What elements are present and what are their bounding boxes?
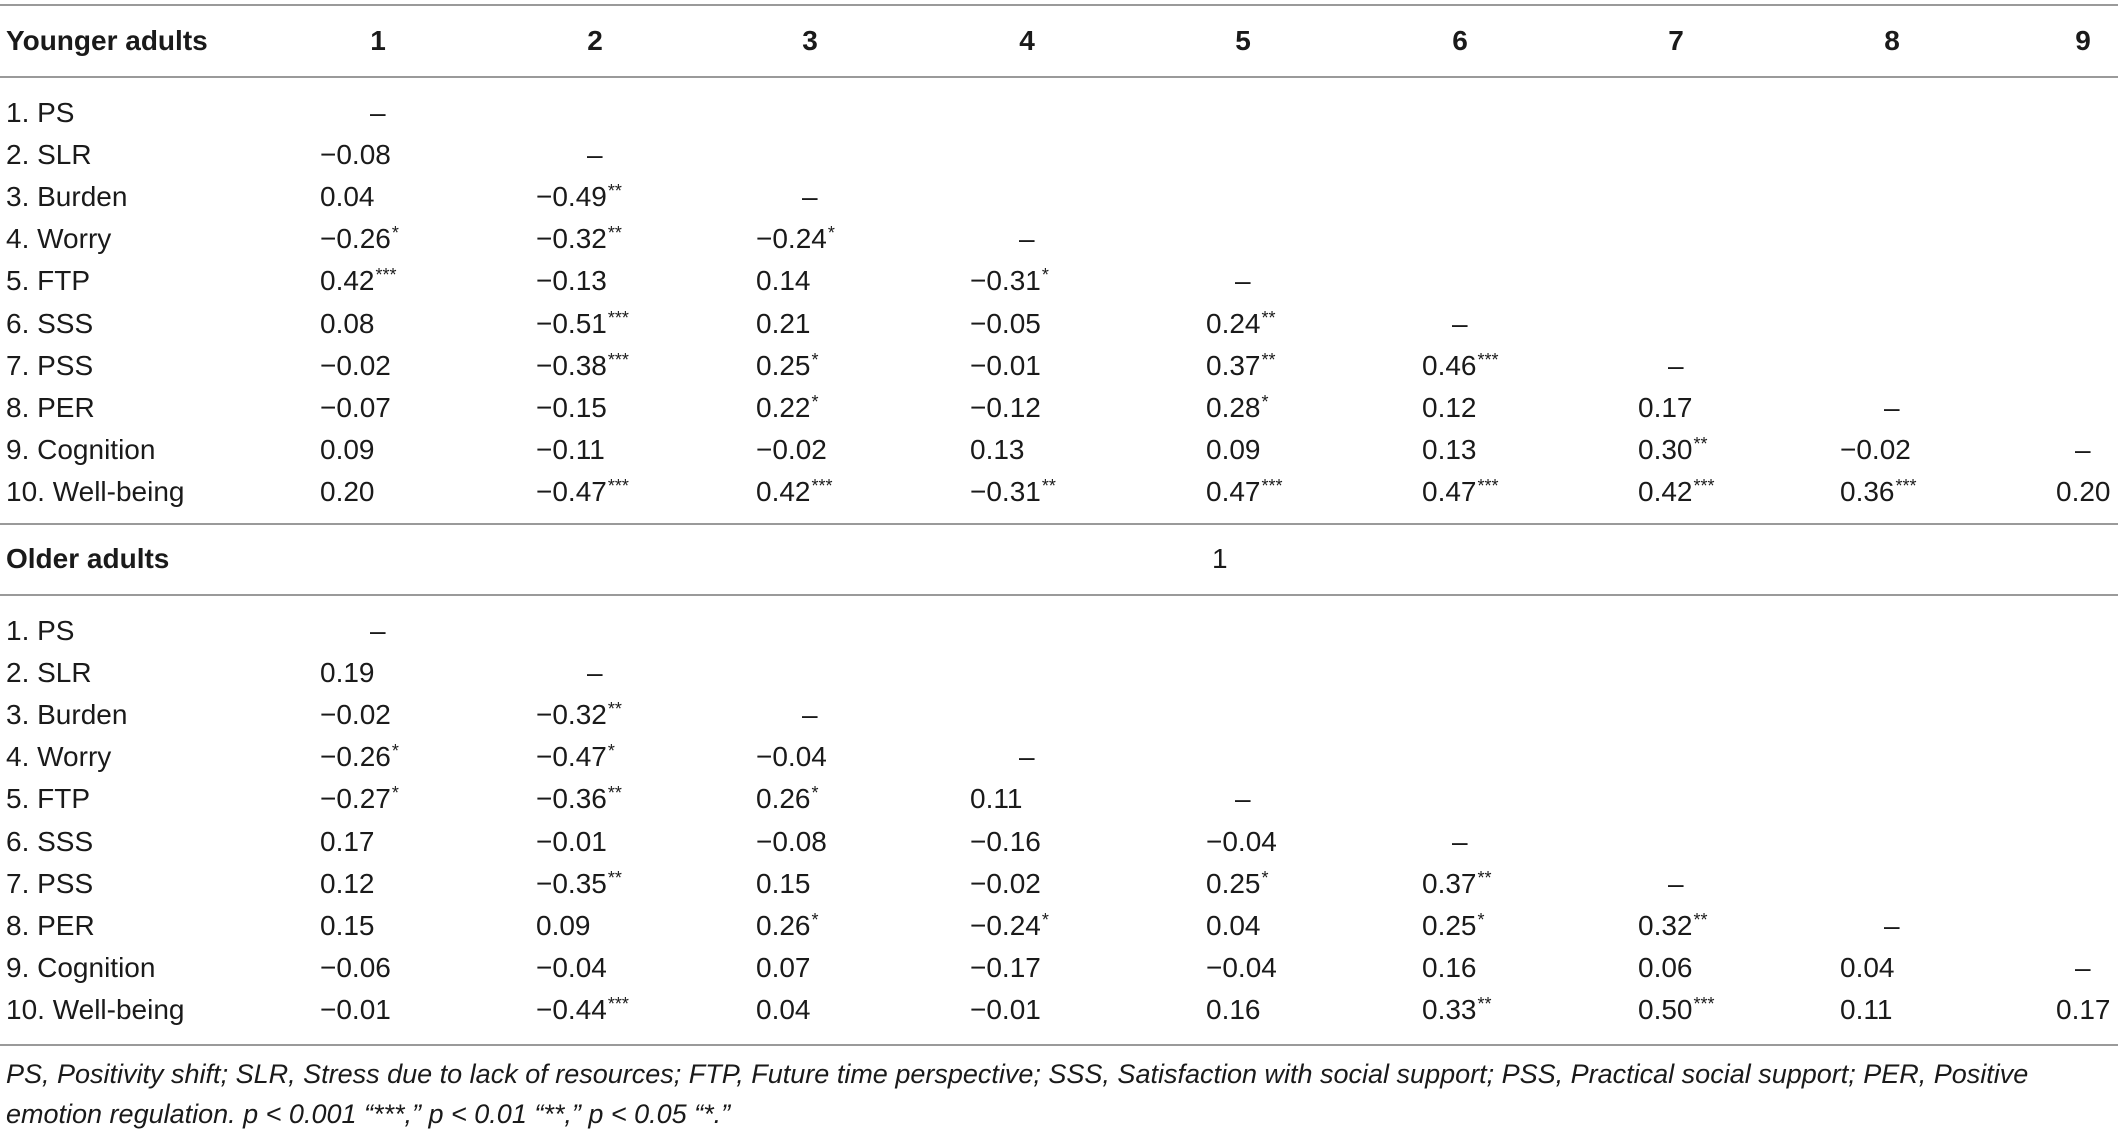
table-cell bbox=[1884, 387, 1900, 429]
cell-value: −0.47 bbox=[536, 475, 607, 507]
table-cell bbox=[1840, 989, 1892, 1031]
cell-value: 0.47 bbox=[1422, 475, 1477, 507]
table-cell bbox=[756, 303, 811, 345]
table-footnote: PS, Positivity shift; SLR, Stress due to lack of resources; FTP, Future time perspective; SSS, Satisfaction with social support; PSS, Practical social support; PER, Positive emotion regulation. p < 0.001 “***,” p < 0.01 “**,” p < 0.05 “*.” bbox=[6, 1059, 2029, 1129]
significance-marker: ** bbox=[607, 223, 622, 244]
row-label: 10. Well-being bbox=[6, 475, 185, 507]
table-cell bbox=[970, 429, 1025, 471]
cell-value: −0.36 bbox=[536, 783, 607, 815]
cell-value: – bbox=[1884, 391, 1900, 423]
section-extra-label: 1 bbox=[1212, 543, 1228, 574]
cell-value: – bbox=[802, 699, 818, 731]
table-cell bbox=[587, 652, 603, 694]
significance-marker: *** bbox=[375, 265, 397, 286]
cell-value: 0.14 bbox=[756, 265, 811, 297]
cell-value: 0.11 bbox=[1840, 993, 1893, 1025]
cell-value: −0.11 bbox=[536, 433, 605, 465]
cell-value: – bbox=[370, 97, 386, 128]
row-label: 2. SLR bbox=[6, 657, 92, 689]
row-label: 5. FTP bbox=[6, 783, 91, 815]
table-cell bbox=[320, 471, 375, 513]
row-label: 5. FTP bbox=[6, 265, 91, 297]
cell-value: −0.27 bbox=[320, 783, 391, 815]
table-cell bbox=[756, 345, 819, 387]
column-header-8: 8 bbox=[1884, 25, 1900, 56]
header-rule bbox=[0, 76, 2118, 78]
column-header-1: 1 bbox=[370, 25, 386, 56]
table-cell bbox=[320, 303, 375, 345]
table-cell bbox=[1422, 863, 1492, 905]
cell-value: – bbox=[587, 657, 603, 689]
row-label: 7. PSS bbox=[6, 349, 94, 381]
table-cell bbox=[320, 736, 399, 778]
cell-value: −0.26 bbox=[320, 741, 391, 773]
table-cell bbox=[970, 863, 1041, 905]
cell-value: 0.25 bbox=[1422, 909, 1477, 941]
column-header-7: 7 bbox=[1668, 25, 1684, 56]
significance-marker: ** bbox=[1261, 349, 1276, 370]
table-cell bbox=[970, 989, 1041, 1031]
cell-value: −0.01 bbox=[536, 825, 607, 857]
significance-marker: * bbox=[1041, 265, 1049, 286]
table-cell bbox=[536, 694, 622, 736]
cell-value: 0.42 bbox=[756, 475, 811, 507]
table-cell bbox=[320, 905, 375, 947]
table-cell bbox=[1206, 821, 1277, 863]
column-header-9: 9 bbox=[2075, 25, 2091, 56]
cell-value: −0.04 bbox=[536, 951, 607, 983]
table-cell bbox=[1235, 260, 1251, 302]
table-cell bbox=[320, 345, 391, 387]
cell-value: −0.01 bbox=[320, 993, 391, 1025]
table-cell bbox=[2056, 989, 2111, 1031]
significance-marker: ** bbox=[607, 181, 622, 202]
cell-value: −0.06 bbox=[320, 951, 391, 983]
significance-marker: ** bbox=[1261, 307, 1276, 328]
table-cell bbox=[536, 821, 607, 863]
table-cell bbox=[536, 345, 629, 387]
cell-value: −0.47 bbox=[536, 741, 607, 773]
cell-value: – bbox=[587, 139, 603, 171]
significance-marker: ** bbox=[607, 699, 622, 720]
table-cell bbox=[970, 821, 1041, 863]
table-cell bbox=[587, 134, 603, 176]
significance-marker: * bbox=[391, 223, 399, 244]
cell-value: 0.16 bbox=[1422, 951, 1477, 983]
row-label: 3. Burden bbox=[6, 181, 128, 213]
cell-value: −0.08 bbox=[320, 139, 391, 171]
table-cell bbox=[970, 905, 1049, 947]
cell-value: 0.09 bbox=[320, 433, 375, 465]
table-cell bbox=[1206, 947, 1277, 989]
cell-value: 0.42 bbox=[1638, 475, 1693, 507]
table-cell bbox=[536, 303, 629, 345]
table-cell bbox=[1452, 821, 1468, 863]
cell-value: −0.04 bbox=[756, 741, 827, 773]
significance-marker: * bbox=[391, 741, 399, 762]
significance-marker: * bbox=[391, 783, 399, 804]
cell-value: 0.20 bbox=[320, 475, 375, 507]
cell-value: – bbox=[1235, 265, 1251, 297]
significance-marker: * bbox=[811, 391, 819, 412]
significance-marker: * bbox=[1477, 909, 1485, 930]
significance-marker: ** bbox=[1477, 993, 1492, 1014]
table-cell bbox=[970, 778, 1022, 820]
table-cell bbox=[756, 387, 819, 429]
table-cell bbox=[1422, 387, 1477, 429]
table-cell bbox=[320, 387, 391, 429]
table-cell bbox=[1884, 905, 1900, 947]
cell-value: 0.12 bbox=[1422, 391, 1477, 423]
table-cell bbox=[536, 736, 615, 778]
cell-value: −0.05 bbox=[970, 307, 1041, 339]
cell-value: 0.13 bbox=[970, 433, 1025, 465]
table-cell bbox=[2056, 471, 2111, 513]
cell-value: 0.22 bbox=[756, 391, 811, 423]
cell-value: 0.04 bbox=[756, 993, 811, 1025]
cell-value: 0.24 bbox=[1206, 307, 1261, 339]
row-label: 4. Worry bbox=[6, 741, 112, 773]
column-header-3: 3 bbox=[802, 25, 818, 56]
table-cell bbox=[536, 778, 622, 820]
table-cell bbox=[320, 652, 375, 694]
cell-value: −0.07 bbox=[320, 391, 391, 423]
significance-marker: *** bbox=[1477, 349, 1499, 370]
column-header-2: 2 bbox=[587, 25, 603, 56]
cell-value: 0.30 bbox=[1638, 433, 1693, 465]
cell-value: 0.19 bbox=[320, 657, 375, 689]
cell-value: −0.17 bbox=[970, 951, 1041, 983]
cell-value: 0.36 bbox=[1840, 475, 1895, 507]
cell-value: 0.25 bbox=[756, 349, 811, 381]
significance-marker: *** bbox=[1693, 475, 1715, 496]
cell-value: 0.26 bbox=[756, 783, 811, 815]
significance-marker: * bbox=[607, 741, 615, 762]
table-cell bbox=[2075, 429, 2091, 471]
significance-marker: * bbox=[1041, 909, 1049, 930]
table-cell bbox=[1206, 387, 1269, 429]
significance-marker: ** bbox=[1477, 867, 1492, 888]
cell-value: −0.24 bbox=[756, 223, 827, 255]
table-cell bbox=[802, 694, 818, 736]
table-cell bbox=[1206, 471, 1283, 513]
table-cell bbox=[536, 989, 629, 1031]
table-cell bbox=[756, 947, 811, 989]
table-cell bbox=[1638, 429, 1708, 471]
cell-value: −0.32 bbox=[536, 223, 607, 255]
table-cell bbox=[1422, 947, 1477, 989]
cell-value: 0.06 bbox=[1638, 951, 1693, 983]
table-cell bbox=[320, 176, 375, 218]
section-rule-bottom bbox=[0, 594, 2118, 596]
cell-value: −0.38 bbox=[536, 349, 607, 381]
table-cell bbox=[756, 778, 819, 820]
table-cell bbox=[756, 429, 827, 471]
significance-marker: *** bbox=[1477, 475, 1499, 496]
table-cell bbox=[1422, 345, 1499, 387]
table-cell bbox=[320, 260, 397, 302]
table-cell bbox=[1840, 429, 1911, 471]
significance-marker: * bbox=[1261, 391, 1269, 412]
table-cell bbox=[756, 905, 819, 947]
cell-value: 0.04 bbox=[320, 181, 375, 213]
significance-marker: *** bbox=[1895, 475, 1917, 496]
cell-value: – bbox=[1452, 825, 1468, 857]
cell-value: – bbox=[2075, 951, 2091, 983]
cell-value: −0.31 bbox=[970, 265, 1041, 297]
table-cell bbox=[320, 694, 391, 736]
cell-value: – bbox=[1019, 223, 1035, 255]
table-cell bbox=[320, 821, 375, 863]
significance-marker: ** bbox=[607, 783, 622, 804]
significance-marker: ** bbox=[1693, 433, 1708, 454]
cell-value: −0.51 bbox=[536, 307, 607, 339]
significance-marker: *** bbox=[811, 475, 833, 496]
cell-value: 0.12 bbox=[320, 867, 375, 899]
cell-value: −0.26 bbox=[320, 223, 391, 255]
table-cell bbox=[2075, 947, 2091, 989]
row-label: 6. SSS bbox=[6, 825, 94, 857]
table-cell bbox=[1668, 345, 1684, 387]
row-label: 8. PER bbox=[6, 909, 95, 941]
cell-value: – bbox=[1452, 307, 1468, 339]
cell-value: −0.02 bbox=[970, 867, 1041, 899]
cell-value: – bbox=[2075, 433, 2091, 465]
cell-value: 0.07 bbox=[756, 951, 811, 983]
table-cell bbox=[970, 387, 1041, 429]
table-cell bbox=[1206, 905, 1261, 947]
cell-value: 0.47 bbox=[1206, 475, 1261, 507]
table-cell bbox=[320, 947, 391, 989]
cell-value: −0.24 bbox=[970, 909, 1041, 941]
cell-value: −0.12 bbox=[970, 391, 1041, 423]
table-cell bbox=[970, 471, 1056, 513]
table-cell bbox=[1206, 303, 1276, 345]
cell-value: 0.08 bbox=[320, 307, 375, 339]
cell-value: −0.13 bbox=[536, 265, 607, 297]
cell-value: 0.09 bbox=[1206, 433, 1261, 465]
cell-value: −0.16 bbox=[970, 825, 1041, 857]
section-title-older: Older adults bbox=[6, 543, 170, 574]
table-cell bbox=[320, 218, 399, 260]
cell-value: 0.04 bbox=[1840, 951, 1895, 983]
cell-value: 0.33 bbox=[1422, 993, 1477, 1025]
cell-value: – bbox=[1235, 783, 1251, 815]
table-cell bbox=[1206, 863, 1269, 905]
cell-value: – bbox=[802, 181, 818, 213]
table-cell bbox=[320, 863, 375, 905]
table-cell bbox=[1019, 736, 1035, 778]
significance-marker: *** bbox=[607, 307, 629, 328]
cell-value: −0.01 bbox=[970, 349, 1041, 381]
table-cell bbox=[536, 947, 607, 989]
significance-marker: * bbox=[827, 223, 835, 244]
cell-value: −0.31 bbox=[970, 475, 1041, 507]
cell-value: 0.17 bbox=[320, 825, 375, 857]
cell-value: 0.42 bbox=[320, 265, 375, 297]
cell-value: 0.17 bbox=[1638, 391, 1693, 423]
row-label: 9. Cognition bbox=[6, 951, 156, 983]
table-cell bbox=[970, 303, 1041, 345]
cell-value: −0.04 bbox=[1206, 825, 1277, 857]
cell-value: – bbox=[1019, 741, 1035, 773]
row-label: 9. Cognition bbox=[6, 433, 156, 465]
table-cell bbox=[1638, 989, 1715, 1031]
table-cell bbox=[1840, 947, 1895, 989]
table-cell bbox=[1019, 218, 1035, 260]
section-rule-top bbox=[0, 523, 2118, 525]
significance-marker: ** bbox=[1041, 475, 1056, 496]
table-cell bbox=[370, 610, 386, 652]
table-cell bbox=[536, 387, 607, 429]
table-cell bbox=[970, 260, 1049, 302]
table-cell bbox=[1668, 863, 1684, 905]
table-cell bbox=[756, 863, 811, 905]
cell-value: −0.02 bbox=[756, 433, 827, 465]
cell-value: 0.32 bbox=[1638, 909, 1693, 941]
row-label: 10. Well-being bbox=[6, 993, 185, 1025]
table-cell bbox=[536, 429, 605, 471]
significance-marker: ** bbox=[1693, 909, 1708, 930]
row-label: 1. PS bbox=[6, 97, 75, 128]
table-cell bbox=[320, 134, 391, 176]
cell-value: 0.16 bbox=[1206, 993, 1261, 1025]
table-cell bbox=[1840, 471, 1917, 513]
cell-value: −0.04 bbox=[1206, 951, 1277, 983]
cell-value: 0.46 bbox=[1422, 349, 1477, 381]
column-header-6: 6 bbox=[1452, 25, 1468, 56]
cell-value: 0.25 bbox=[1206, 867, 1261, 899]
cell-value: 0.50 bbox=[1638, 993, 1693, 1025]
table-cell bbox=[970, 345, 1041, 387]
significance-marker: *** bbox=[1261, 475, 1283, 496]
table-cell bbox=[756, 989, 811, 1031]
table-cell bbox=[536, 260, 607, 302]
table-cell bbox=[802, 176, 818, 218]
table-cell bbox=[756, 736, 827, 778]
table-cell bbox=[1422, 471, 1499, 513]
cell-value: 0.20 bbox=[2056, 475, 2111, 507]
significance-marker: * bbox=[1261, 867, 1269, 888]
cell-value: 0.15 bbox=[756, 867, 811, 899]
cell-value: 0.04 bbox=[1206, 909, 1261, 941]
table-cell bbox=[320, 989, 391, 1031]
table-cell bbox=[756, 218, 835, 260]
row-label: 2. SLR bbox=[6, 139, 92, 171]
table-cell bbox=[536, 905, 591, 947]
table-cell bbox=[320, 429, 375, 471]
row-label: 3. Burden bbox=[6, 699, 128, 731]
table-cell bbox=[970, 947, 1041, 989]
section-title-younger: Younger adults bbox=[6, 25, 208, 56]
cell-value: −0.32 bbox=[536, 699, 607, 731]
cell-value: – bbox=[1884, 909, 1900, 941]
table-cell bbox=[1422, 905, 1485, 947]
column-header-4: 4 bbox=[1019, 25, 1035, 56]
significance-marker: * bbox=[811, 349, 819, 370]
cell-value: – bbox=[1668, 867, 1684, 899]
significance-marker: *** bbox=[1693, 993, 1715, 1014]
table-cell bbox=[1452, 303, 1468, 345]
table-cell bbox=[536, 471, 629, 513]
column-header-5: 5 bbox=[1235, 25, 1251, 56]
table-cell bbox=[756, 471, 833, 513]
row-label: 6. SSS bbox=[6, 307, 94, 339]
cell-value: −0.02 bbox=[320, 349, 391, 381]
cell-value: 0.37 bbox=[1422, 867, 1477, 899]
significance-marker: *** bbox=[607, 993, 629, 1014]
table-cell bbox=[756, 821, 827, 863]
cell-value: – bbox=[370, 615, 386, 646]
table-cell bbox=[1422, 989, 1492, 1031]
cell-value: 0.37 bbox=[1206, 349, 1261, 381]
table-cell bbox=[536, 218, 622, 260]
top-rule bbox=[0, 4, 2118, 6]
significance-marker: * bbox=[811, 783, 819, 804]
cell-value: 0.15 bbox=[320, 909, 375, 941]
significance-marker: * bbox=[811, 909, 819, 930]
cell-value: 0.28 bbox=[1206, 391, 1261, 423]
row-label: 7. PSS bbox=[6, 867, 94, 899]
cell-value: 0.17 bbox=[2056, 993, 2111, 1025]
cell-value: 0.09 bbox=[536, 909, 591, 941]
cell-value: −0.15 bbox=[536, 391, 607, 423]
table-cell bbox=[536, 176, 622, 218]
table-cell bbox=[370, 92, 386, 134]
cell-value: 0.13 bbox=[1422, 433, 1477, 465]
table-cell bbox=[536, 863, 622, 905]
row-label: 8. PER bbox=[6, 391, 95, 423]
cell-value: −0.02 bbox=[320, 699, 391, 731]
row-label: 1. PS bbox=[6, 615, 75, 646]
significance-marker: ** bbox=[607, 867, 622, 888]
cell-value: −0.01 bbox=[970, 993, 1041, 1025]
significance-marker: *** bbox=[607, 349, 629, 370]
table-cell bbox=[1206, 429, 1261, 471]
cell-value: 0.26 bbox=[756, 909, 811, 941]
table-cell bbox=[1206, 345, 1276, 387]
table-cell bbox=[756, 260, 811, 302]
table-cell bbox=[1235, 778, 1251, 820]
row-label: 4. Worry bbox=[6, 223, 112, 255]
cell-value: −0.44 bbox=[536, 993, 607, 1025]
cell-value: −0.35 bbox=[536, 867, 607, 899]
table-cell bbox=[1422, 429, 1477, 471]
bottom-rule bbox=[0, 1044, 2118, 1046]
table-cell bbox=[1206, 989, 1261, 1031]
cell-value: −0.02 bbox=[1840, 433, 1911, 465]
cell-value: – bbox=[1668, 349, 1684, 381]
table-cell bbox=[1638, 387, 1693, 429]
table-cell bbox=[1638, 905, 1708, 947]
table-cell bbox=[1638, 947, 1693, 989]
cell-value: 0.11 bbox=[970, 783, 1023, 815]
cell-value: −0.49 bbox=[536, 181, 607, 213]
significance-marker: *** bbox=[607, 475, 629, 496]
table-cell bbox=[320, 778, 399, 820]
table-cell bbox=[1638, 471, 1715, 513]
cell-value: −0.08 bbox=[756, 825, 827, 857]
cell-value: 0.21 bbox=[756, 307, 811, 339]
